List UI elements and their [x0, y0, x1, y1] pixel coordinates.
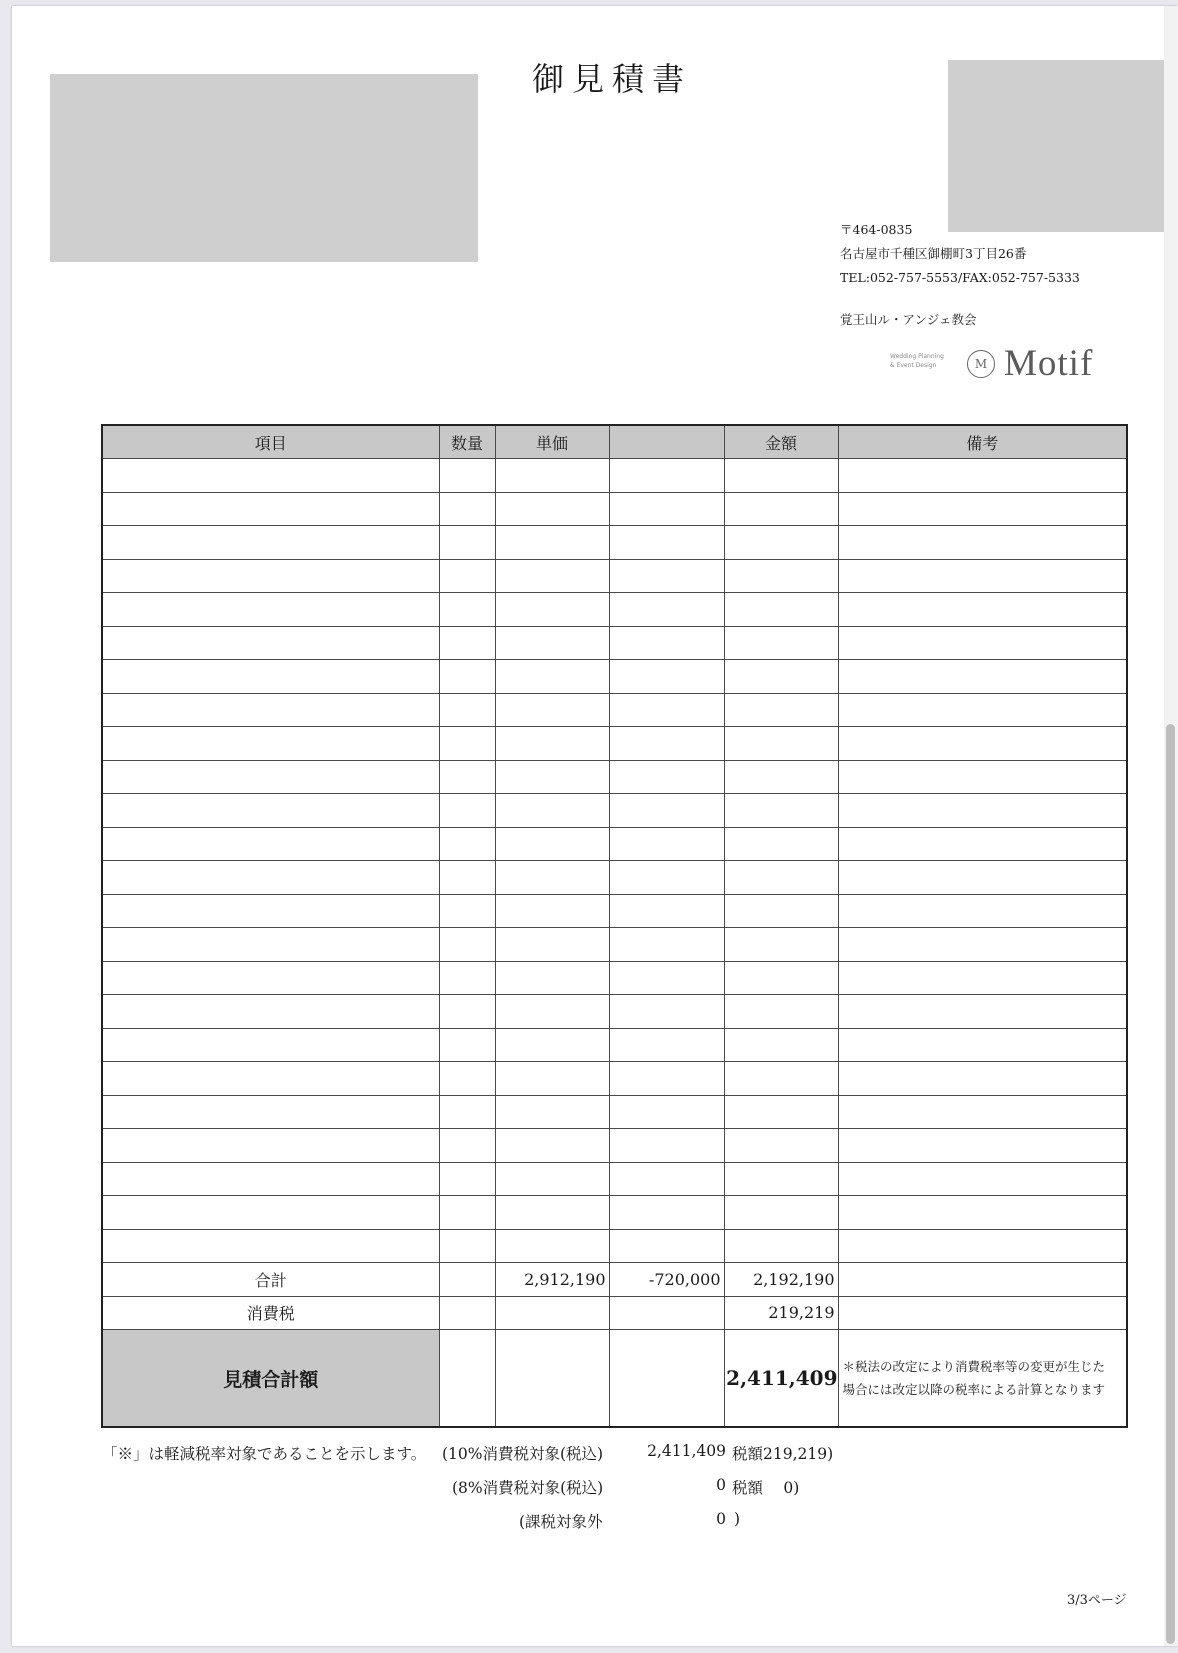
table-cell	[724, 660, 838, 694]
company-tel-fax: TEL:052-757-5553/FAX:052-757-5333	[840, 270, 1080, 285]
logo-mark-icon: M	[967, 350, 995, 378]
table-cell	[495, 492, 609, 526]
table-cell	[724, 693, 838, 727]
table-row	[102, 995, 1127, 1029]
rate8-amount: 0	[716, 1476, 726, 1494]
table-cell	[495, 559, 609, 593]
table-cell	[439, 559, 495, 593]
total-row	[102, 1330, 1127, 1428]
table-cell	[724, 1062, 838, 1096]
table-cell	[495, 1095, 609, 1129]
table-cell	[102, 861, 439, 895]
table-cell	[838, 693, 1127, 727]
table-cell	[609, 794, 724, 828]
table-row	[102, 1129, 1127, 1163]
subtotal-discount: -720,000	[609, 1263, 724, 1297]
table-cell	[439, 794, 495, 828]
table-cell	[102, 827, 439, 861]
table-cell	[495, 693, 609, 727]
table-row	[102, 961, 1127, 995]
table-cell	[838, 827, 1127, 861]
subtotal-row	[102, 1263, 1127, 1297]
table-cell	[724, 760, 838, 794]
table-cell	[609, 1028, 724, 1062]
table-cell	[838, 1062, 1127, 1096]
table-cell	[495, 861, 609, 895]
table-cell	[724, 995, 838, 1029]
table-cell	[102, 1028, 439, 1062]
table-cell	[495, 526, 609, 560]
table-cell	[102, 1196, 439, 1230]
table-cell	[724, 459, 838, 493]
table-cell	[439, 961, 495, 995]
table-cell	[102, 794, 439, 828]
table-cell	[102, 693, 439, 727]
table-cell	[609, 559, 724, 593]
rate10-amount: 2,411,409	[647, 1442, 726, 1460]
table-cell	[495, 894, 609, 928]
table-cell	[102, 961, 439, 995]
table-cell	[609, 1062, 724, 1096]
table-cell	[838, 727, 1127, 761]
scrollbar-thumb[interactable]	[1166, 724, 1175, 1644]
table-cell	[102, 660, 439, 694]
table-cell	[609, 961, 724, 995]
table-cell	[724, 1028, 838, 1062]
table-cell	[102, 1129, 439, 1163]
table-cell	[838, 1196, 1127, 1230]
table-cell	[102, 1062, 439, 1096]
table-cell	[609, 1162, 724, 1196]
table-cell	[439, 693, 495, 727]
exempt-close: )	[734, 1510, 741, 1528]
redacted-stamp-block	[948, 60, 1178, 232]
table-cell	[439, 894, 495, 928]
table-cell	[724, 526, 838, 560]
table-cell	[724, 861, 838, 895]
table-row	[102, 559, 1127, 593]
table-cell	[102, 928, 439, 962]
table-cell	[838, 526, 1127, 560]
table-cell	[495, 1129, 609, 1163]
table-cell	[724, 928, 838, 962]
table-cell	[838, 760, 1127, 794]
table-cell	[838, 1028, 1127, 1062]
tax-label: 消費税	[102, 1296, 439, 1330]
table-cell	[102, 1095, 439, 1129]
table-cell	[609, 526, 724, 560]
document-page	[12, 6, 1178, 1646]
table-cell	[724, 827, 838, 861]
table-cell	[724, 1229, 838, 1263]
table-row	[102, 459, 1127, 493]
table-row	[102, 861, 1127, 895]
table-cell	[609, 626, 724, 660]
table-row	[102, 693, 1127, 727]
total-label: 見積合計額	[102, 1330, 439, 1428]
subtotal-amount: 2,192,190	[724, 1263, 838, 1297]
table-cell	[838, 928, 1127, 962]
table-cell	[609, 1196, 724, 1230]
table-row	[102, 1196, 1127, 1230]
document-title: 御見積書	[531, 60, 692, 98]
table-cell	[724, 727, 838, 761]
table-cell	[102, 894, 439, 928]
table-cell	[102, 459, 439, 493]
table-cell	[439, 1229, 495, 1263]
table-cell	[102, 593, 439, 627]
estimate-table	[101, 424, 1128, 1428]
table-cell	[609, 1095, 724, 1129]
table-row	[102, 1229, 1127, 1263]
page-number: 3/3ページ	[1067, 1593, 1127, 1608]
exempt-label: (課税対象外	[519, 1513, 603, 1531]
table-cell	[609, 593, 724, 627]
table-cell	[609, 693, 724, 727]
venue-name: 覚王山ル・アンジェ教会	[840, 312, 977, 327]
table-cell	[102, 1162, 439, 1196]
motif-logo	[890, 344, 1125, 384]
table-cell	[838, 593, 1127, 627]
table-cell	[102, 727, 439, 761]
table-cell	[724, 492, 838, 526]
table-cell	[102, 1229, 439, 1263]
header-discount	[609, 425, 724, 459]
rate10-tax: 税額219,219)	[732, 1445, 834, 1463]
table-cell	[609, 928, 724, 962]
table-row	[102, 1028, 1127, 1062]
table-cell	[439, 1196, 495, 1230]
table-cell	[495, 794, 609, 828]
table-cell	[609, 861, 724, 895]
table-cell	[495, 727, 609, 761]
table-cell	[439, 459, 495, 493]
exempt-amount: 0	[716, 1510, 726, 1528]
table-row	[102, 1062, 1127, 1096]
table-row	[102, 894, 1127, 928]
table-cell	[724, 593, 838, 627]
table-cell	[439, 526, 495, 560]
table-cell	[495, 961, 609, 995]
table-cell	[439, 492, 495, 526]
table-cell	[495, 928, 609, 962]
table-cell	[838, 1162, 1127, 1196]
table-cell	[724, 1129, 838, 1163]
header-amount: 金額	[724, 425, 838, 459]
tax-row	[102, 1296, 1127, 1330]
table-cell	[439, 660, 495, 694]
table-cell	[724, 1196, 838, 1230]
table-cell	[838, 559, 1127, 593]
header-unit-price: 単価	[495, 425, 609, 459]
table-cell	[495, 995, 609, 1029]
postal-code: 〒464-0835	[840, 222, 913, 237]
logo-name: Motif	[1004, 343, 1094, 384]
table-row	[102, 1162, 1127, 1196]
table-cell	[609, 827, 724, 861]
table-cell	[495, 1196, 609, 1230]
table-cell	[724, 626, 838, 660]
logo-tagline: Wedding Planning & Event Design	[890, 353, 944, 369]
table-cell	[724, 1095, 838, 1129]
table-cell	[102, 492, 439, 526]
table-cell	[724, 894, 838, 928]
table-cell	[838, 626, 1127, 660]
table-cell	[439, 593, 495, 627]
header-quantity: 数量	[439, 425, 495, 459]
table-cell	[102, 995, 439, 1029]
company-address: 名古屋市千種区御棚町3丁目26番	[840, 246, 1027, 261]
table-cell	[439, 1129, 495, 1163]
table-cell	[838, 861, 1127, 895]
table-cell	[495, 593, 609, 627]
table-cell	[102, 559, 439, 593]
table-cell	[495, 459, 609, 493]
table-cell	[495, 1062, 609, 1096]
table-cell	[838, 459, 1127, 493]
table-cell	[102, 626, 439, 660]
tax-change-note: ＊税法の改定により消費税率等の変更が生じた 場合には改定以降の税率による計算となります	[838, 1330, 1127, 1428]
table-cell	[838, 1129, 1127, 1163]
table-row	[102, 492, 1127, 526]
table-cell	[439, 995, 495, 1029]
table-header-row	[102, 425, 1127, 459]
table-cell	[838, 894, 1127, 928]
table-cell	[495, 760, 609, 794]
table-row	[102, 794, 1127, 828]
table-cell	[102, 526, 439, 560]
table-cell	[439, 727, 495, 761]
table-cell	[439, 626, 495, 660]
redacted-customer-block	[50, 74, 478, 262]
table-cell	[495, 827, 609, 861]
table-cell	[609, 727, 724, 761]
table-row	[102, 1095, 1127, 1129]
table-row	[102, 660, 1127, 694]
rate8-tax: 税額 0)	[732, 1479, 800, 1497]
table-cell	[838, 995, 1127, 1029]
table-cell	[439, 1028, 495, 1062]
tax-amount: 219,219	[724, 1296, 838, 1330]
table-cell	[838, 1229, 1127, 1263]
table-cell	[439, 827, 495, 861]
table-cell	[609, 459, 724, 493]
table-cell	[495, 1028, 609, 1062]
header-item: 項目	[102, 425, 439, 459]
table-cell	[838, 1095, 1127, 1129]
table-cell	[609, 894, 724, 928]
table-row	[102, 727, 1127, 761]
subtotal-label: 合計	[102, 1263, 439, 1297]
table-cell	[724, 794, 838, 828]
table-cell	[609, 492, 724, 526]
rate10-label: (10%消費税対象(税込)	[442, 1445, 604, 1463]
table-cell	[609, 660, 724, 694]
table-cell	[495, 1229, 609, 1263]
subtotal-unit-price: 2,912,190	[495, 1263, 609, 1297]
table-cell	[102, 760, 439, 794]
table-cell	[439, 861, 495, 895]
table-cell	[609, 995, 724, 1029]
table-cell	[838, 794, 1127, 828]
table-row	[102, 827, 1127, 861]
table-cell	[724, 1162, 838, 1196]
table-cell	[495, 660, 609, 694]
table-cell	[609, 760, 724, 794]
table-cell	[439, 1062, 495, 1096]
table-row	[102, 526, 1127, 560]
table-cell	[724, 961, 838, 995]
table-cell	[439, 928, 495, 962]
table-cell	[838, 961, 1127, 995]
table-cell	[495, 626, 609, 660]
table-row	[102, 593, 1127, 627]
table-cell	[609, 1229, 724, 1263]
scrollbar-track[interactable]	[1164, 6, 1178, 1646]
rate8-label: (8%消費税対象(税込)	[452, 1479, 604, 1497]
total-amount: 2,411,409	[724, 1330, 838, 1428]
header-remarks: 備考	[838, 425, 1127, 459]
table-cell	[838, 492, 1127, 526]
table-row	[102, 626, 1127, 660]
table-cell	[838, 660, 1127, 694]
reduced-rate-note: 「※」は軽減税率対象であることを示します。	[102, 1445, 427, 1463]
table-row	[102, 928, 1127, 962]
item-rows	[102, 459, 1127, 1263]
table-cell	[439, 1095, 495, 1129]
table-cell	[495, 1162, 609, 1196]
table-cell	[439, 760, 495, 794]
table-cell	[609, 1129, 724, 1163]
table-cell	[439, 1162, 495, 1196]
table-row	[102, 760, 1127, 794]
table-cell	[724, 559, 838, 593]
